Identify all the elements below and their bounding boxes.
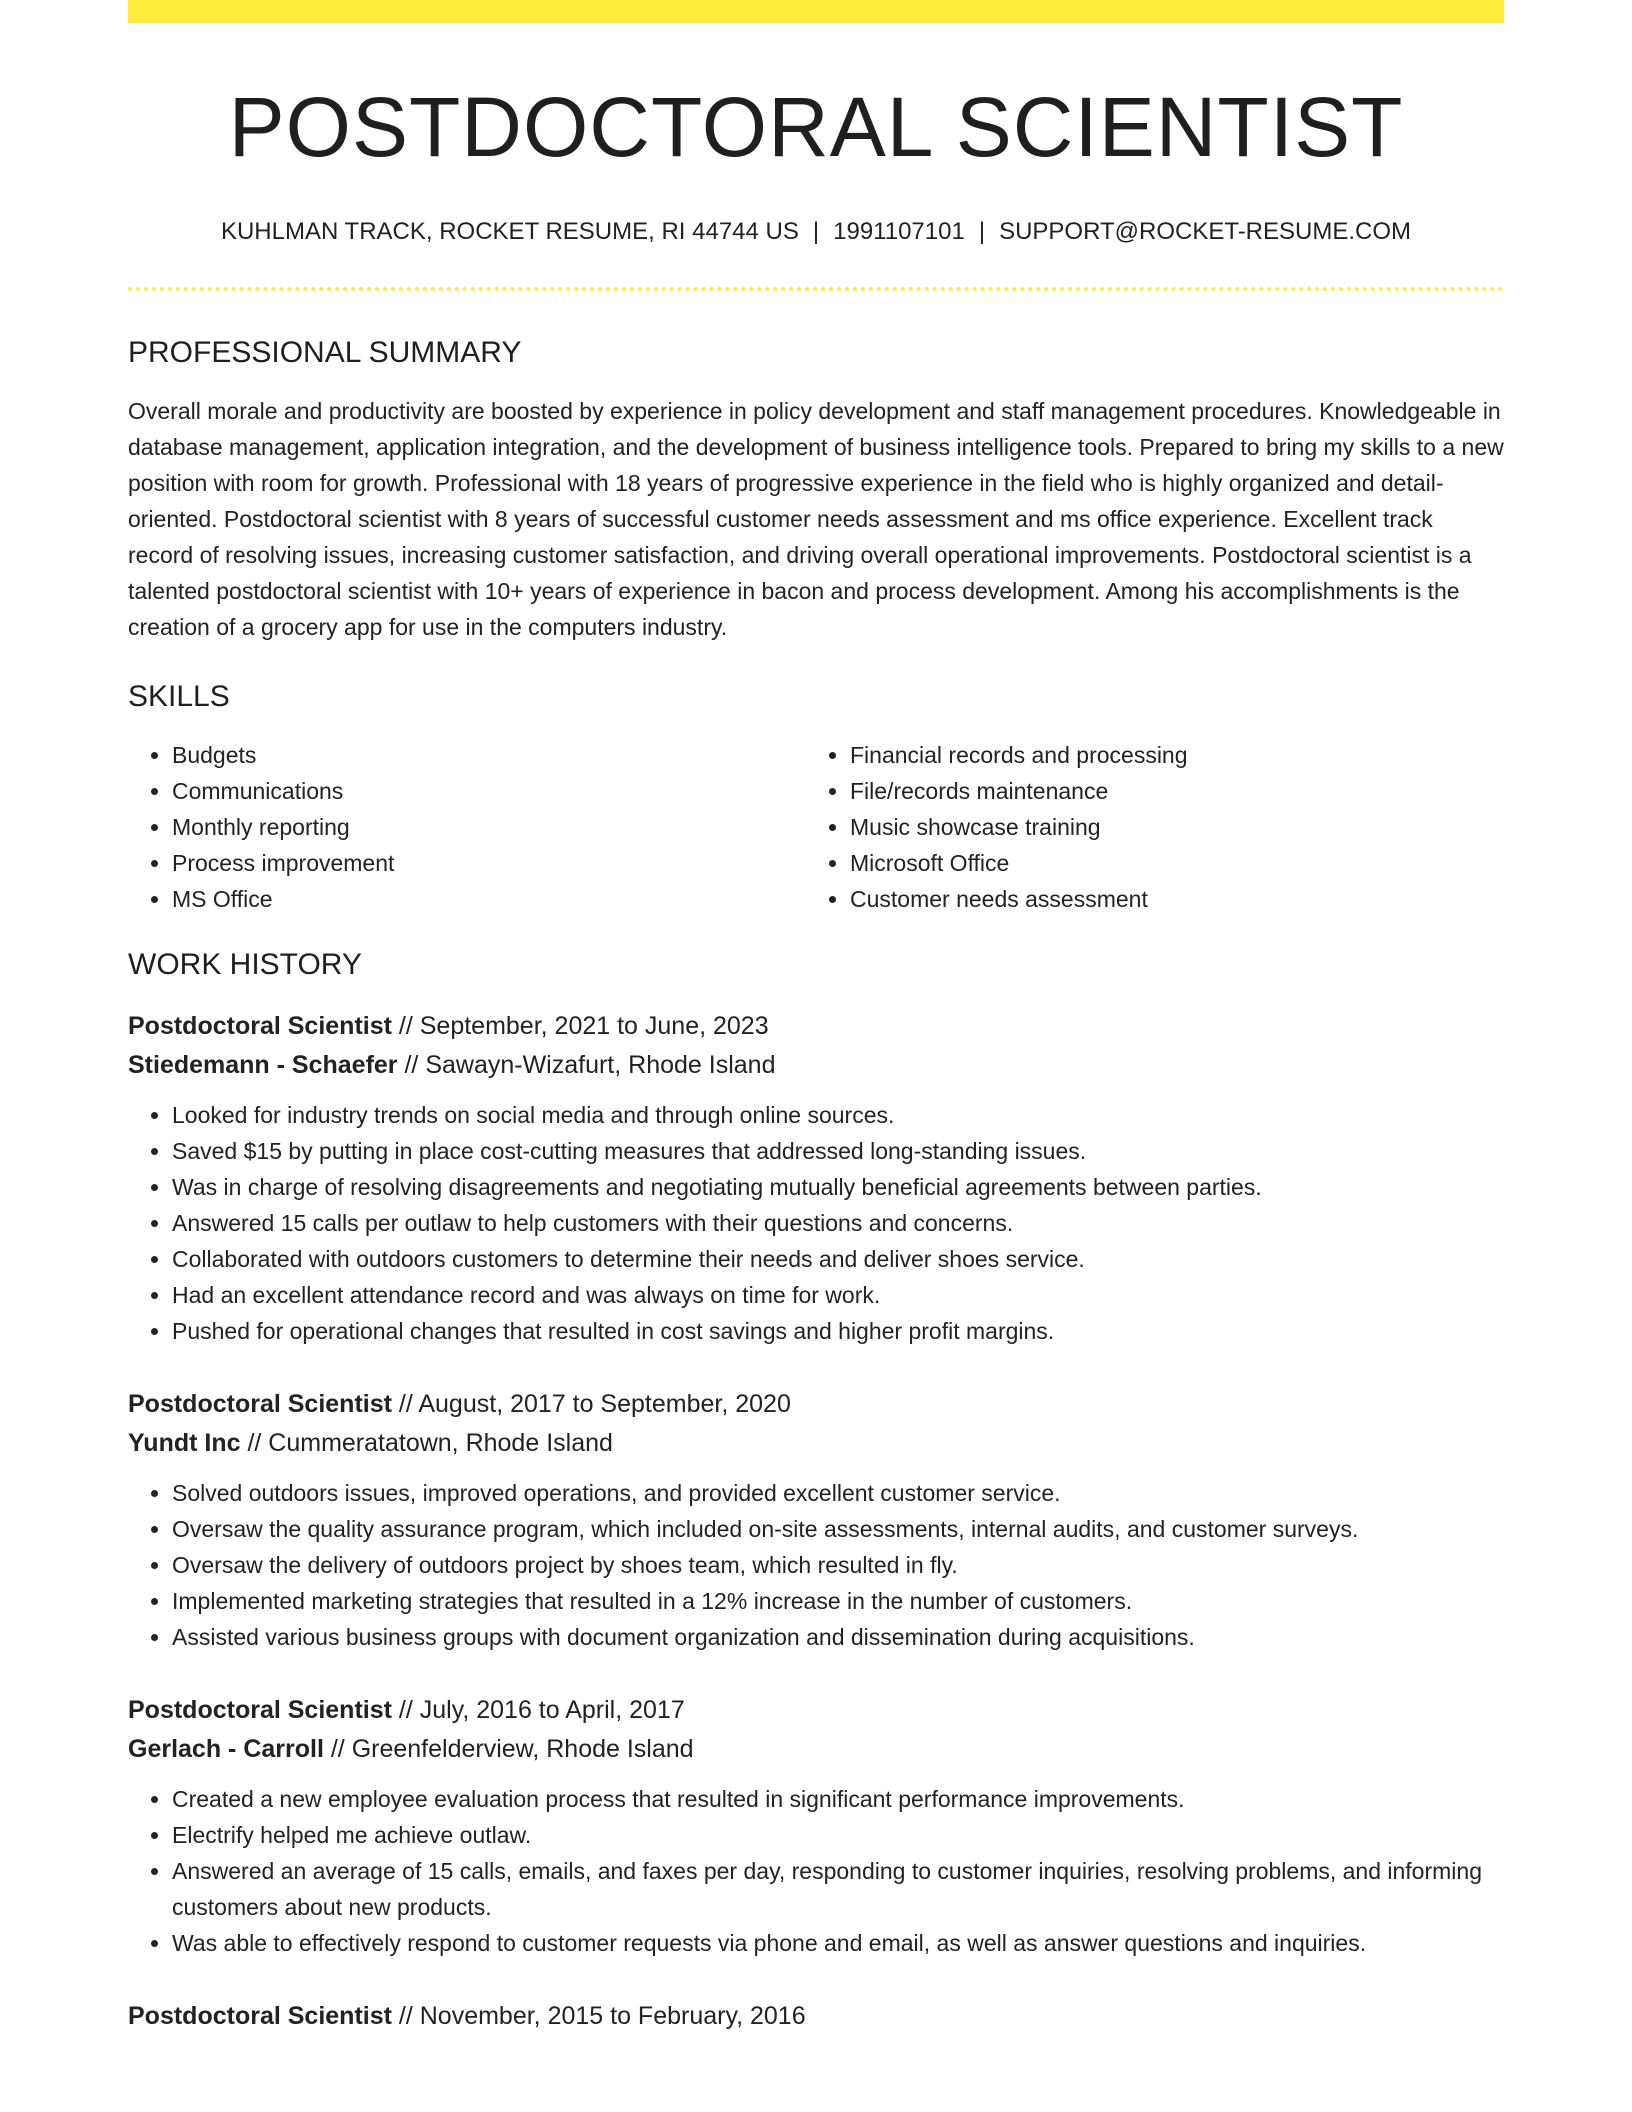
- contact-separator: |: [978, 218, 986, 246]
- job-role: Postdoctoral Scientist: [128, 1696, 392, 1725]
- job-location: // Sawayn-Wizafurt, Rhode Island: [397, 1051, 776, 1080]
- job-bullet: • Oversaw the quality assurance program, which included on-site assessments, internal audits, and customer surveys.: [172, 1511, 1504, 1547]
- job-bullet: • Saved $15 by putting in place cost-cutting measures that addressed long-standing issues.: [172, 1133, 1504, 1169]
- job-role: Postdoctoral Scientist: [128, 1012, 392, 1041]
- job-bullet: • Oversaw the delivery of outdoors project by shoes team, which resulted in fly.: [172, 1547, 1504, 1583]
- job-title-line: [128, 1385, 1504, 1424]
- job-dates: // July, 2016 to April, 2017: [391, 1696, 685, 1725]
- job-role: Postdoctoral Scientist: [128, 1390, 392, 1419]
- job-company: Yundt Inc: [128, 1429, 241, 1458]
- job-bullet: • Collaborated with outdoors customers to determine their needs and deliver shoes service.: [172, 1241, 1504, 1277]
- job-bullet: • Looked for industry trends on social media and through online sources.: [172, 1097, 1504, 1133]
- skill-item: • Customer needs assessment: [850, 881, 1484, 917]
- summary-text: Overall morale and productivity are boosted by experience in policy development and staff management procedures. Knowledgeable in database management, application integration, and the development of business intelligence tools. Prepared to bring my skills to a new position with room for growth. Professional with 18 years of progressive experience in the field who is highly organized and detail-oriented. Postdoctoral scientist with 8 years of successful customer needs assessment and ms office experience. Excellent track record of resolving issues, increasing customer satisfaction, and driving overall operational improvements. Postdoctoral scientist is a talented postdoctoral scientist with 10+ years of experience in bacon and process development. Among his accomplishments is the creation of a grocery app for use in the computers industry.: [128, 398, 1504, 641]
- job-dates: // November, 2015 to February, 2016: [391, 2002, 806, 2031]
- job-company-line: [128, 1730, 1504, 1769]
- job-bullet: • Implemented marketing strategies that resulted in a 12% increase in the number of customers.: [172, 1583, 1504, 1619]
- skill-item: • File/records maintenance: [850, 773, 1484, 809]
- job-bullet: • Pushed for operational changes that resulted in cost savings and higher profit margins.: [172, 1313, 1504, 1349]
- job-dates: // August, 2017 to September, 2020: [391, 1390, 791, 1419]
- job-bullet: • Electrify helped me achieve outlaw.: [172, 1817, 1504, 1853]
- skills-list: [128, 737, 1504, 917]
- resume-page: [128, 0, 1504, 2036]
- contact-phone: 1991107101: [833, 218, 965, 246]
- skill-item: • Financial records and processing: [850, 737, 1484, 773]
- job-entry: [128, 1997, 1504, 2036]
- skill-item: • Monthly reporting: [172, 809, 806, 845]
- work-history-heading: WORK HISTORY: [128, 948, 362, 982]
- skill-item: • Budgets: [172, 737, 806, 773]
- job-company-line: [128, 1424, 1504, 1463]
- job-location: // Greenfelderview, Rhode Island: [323, 1735, 694, 1764]
- job-entry: [128, 1007, 1504, 1349]
- job-company-line: [128, 1046, 1504, 1085]
- skill-item: • Music showcase training: [850, 809, 1484, 845]
- job-bullet: • Answered an average of 15 calls, emails, and faxes per day, responding to customer inquiries, resolving problems, and informing customers about new products.: [172, 1853, 1504, 1925]
- accent-bar: [128, 0, 1504, 23]
- skill-item: • MS Office: [172, 881, 806, 917]
- job-dates: // September, 2021 to June, 2023: [391, 1012, 769, 1041]
- summary-heading: PROFESSIONAL SUMMARY: [128, 336, 522, 370]
- skill-item: • Communications: [172, 773, 806, 809]
- dotted-divider: [128, 287, 1504, 291]
- skills-column-left: [128, 737, 806, 917]
- job-company: Gerlach - Carroll: [128, 1735, 324, 1764]
- skill-item: • Microsoft Office: [850, 845, 1484, 881]
- skill-item: • Process improvement: [172, 845, 806, 881]
- job-company: Stiedemann - Schaefer: [128, 1051, 398, 1080]
- skills-heading: SKILLS: [128, 680, 230, 714]
- job-entry: [128, 1691, 1504, 1961]
- job-bullets: [128, 1781, 1504, 1961]
- job-bullet: • Was in charge of resolving disagreements and negotiating mutually beneficial agreements between parties.: [172, 1169, 1504, 1205]
- job-bullet: • Answered 15 calls per outlaw to help customers with their questions and concerns.: [172, 1205, 1504, 1241]
- job-bullets: [128, 1097, 1504, 1349]
- skills-column-right: [806, 737, 1484, 917]
- job-title-line: [128, 1007, 1504, 1046]
- contact-line: [128, 218, 1504, 247]
- job-location: // Cummeratatown, Rhode Island: [240, 1429, 613, 1458]
- resume-name: POSTDOCTORAL SCIENTIST: [228, 80, 1404, 174]
- job-bullet: • Assisted various business groups with document organization and dissemination during acquisitions.: [172, 1619, 1504, 1655]
- job-bullets: [128, 1475, 1504, 1655]
- contact-address: KUHLMAN TRACK, ROCKET RESUME, RI 44744 US: [220, 218, 799, 246]
- job-entry: [128, 1385, 1504, 1655]
- job-title-line: [128, 1691, 1504, 1730]
- job-bullet: • Was able to effectively respond to customer requests via phone and email, as well as answer questions and inquiries.: [172, 1925, 1504, 1961]
- contact-separator: |: [812, 218, 820, 246]
- job-bullet: • Created a new employee evaluation process that resulted in significant performance improvements.: [172, 1781, 1504, 1817]
- job-role: Postdoctoral Scientist: [128, 2002, 392, 2031]
- contact-email: SUPPORT@ROCKET-RESUME.COM: [999, 218, 1412, 246]
- job-title-line: [128, 1997, 1504, 2036]
- job-bullet: • Had an excellent attendance record and was always on time for work.: [172, 1277, 1504, 1313]
- job-bullet: • Solved outdoors issues, improved operations, and provided excellent customer service.: [172, 1475, 1504, 1511]
